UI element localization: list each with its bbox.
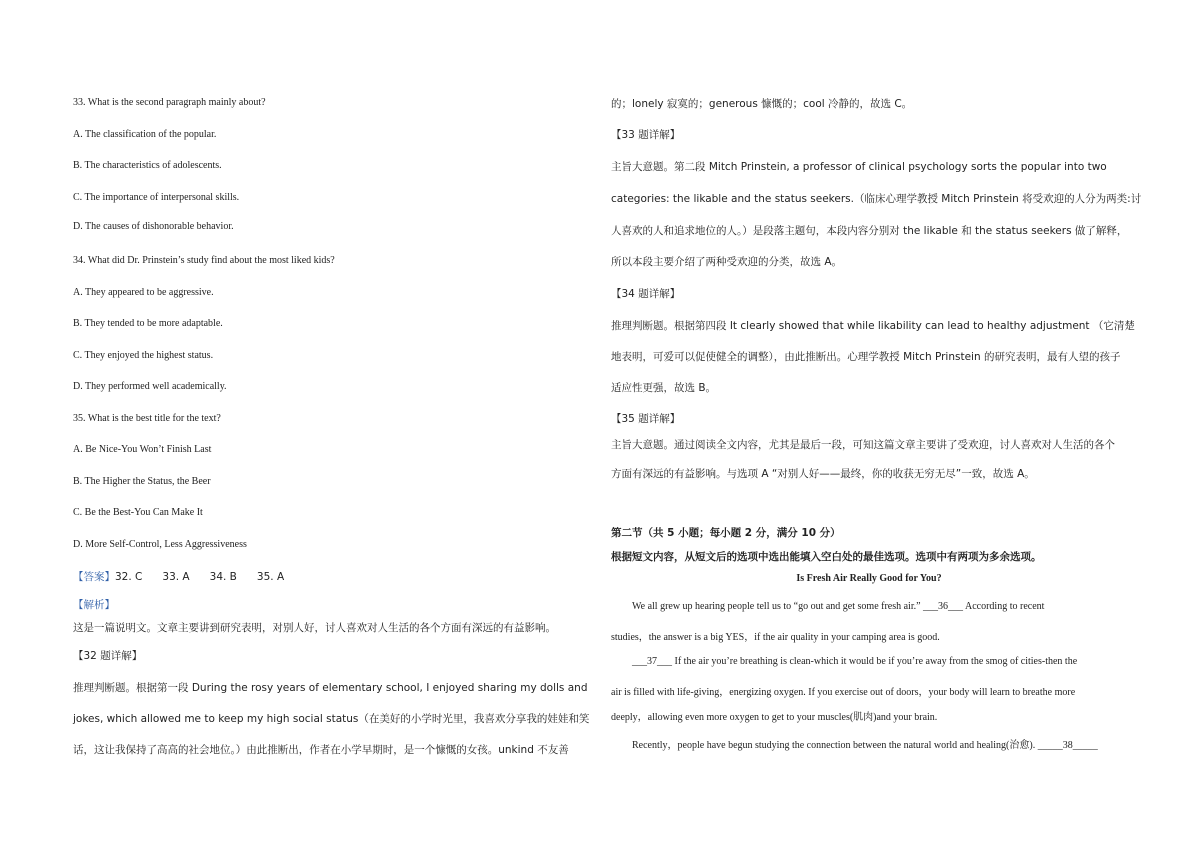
answer-line [73, 569, 284, 584]
q33-option-a: A. The classification of the popular. [73, 129, 217, 140]
q33-label: 【33 题详解】 [611, 129, 681, 141]
q33-line-3: 人喜欢的人和追求地位的人。）是段落主题句，本段内容分别对 the likable 和 the status seekers 做了解释， [611, 225, 1128, 237]
passage-line-5: deeply，allowing even more oxygen to get to your muscles(肌肉)and your brain. [611, 712, 938, 723]
analysis-text: 这是一篇说明文。文章主要讲到研究表明，对别人好，讨人喜欢对人生活的各个方面有深远的有益影响。 [73, 622, 556, 634]
q34-line-1: 推理判断题。根据第四段 It clearly showed that while likability can lead to healthy adjustment （它清楚 [611, 320, 1135, 332]
q35-line-2: 方面有深远的有益影响。与选项 A “对别人好——最终，你的收获无穷无尽”一致，故选 A。 [611, 468, 1035, 480]
answer-values: 32. C 33. A 34. B 35. A [115, 571, 285, 583]
q34-stem: 34. What did Dr. Prinstein’s study find about the most liked kids? [73, 255, 335, 266]
q33-line-2: categories: the likable and the status seekers.（临床心理学教授 Mitch Prinstein 将受欢迎的人分为两类:讨 [611, 193, 1142, 205]
q35-option-a: A. Be Nice-You Won’t Finish Last [73, 444, 212, 455]
q33-line-4: 所以本段主要介绍了两种受欢迎的分类，故选 A。 [611, 256, 843, 268]
passage-title: Is Fresh Air Really Good for You? [796, 573, 942, 584]
q32-continuation: 的；lonely 寂寞的；generous 慷慨的；cool 冷静的，故选 C。 [611, 98, 913, 110]
passage-line-3: ___37___ If the air you’re breathing is clean-which it would be if you’re away from the smog of cities-then the [632, 656, 1078, 667]
analysis-label: 【解析】 [73, 599, 115, 611]
q35-line-1: 主旨大意题。通过阅读全文内容，尤其是最后一段，可知这篇文章主要讲了受欢迎，讨人喜欢对人生活的各个 [611, 439, 1115, 451]
passage-line-6: Recently，people have begun studying the connection between the natural world and healing(治愈). _____38_____ [632, 740, 1098, 751]
q34-line-3: 适应性更强，故选 B。 [611, 382, 717, 394]
passage-line-2: studies，the answer is a big YES，if the air quality in your camping area is good. [611, 632, 940, 643]
passage-line-4: air is filled with life-giving，energizing oxygen. If you exercise out of doors，your body will learn to breathe more [611, 687, 1076, 698]
q33-option-d: D. The causes of dishonorable behavior. [73, 221, 234, 232]
q35-option-c: C. Be the Best-You Can Make It [73, 507, 203, 518]
answer-label: 【答案】 [73, 571, 115, 583]
q33-option-b: B. The characteristics of adolescents. [73, 160, 222, 171]
q34-option-d: D. They performed well academically. [73, 381, 227, 392]
q33-stem: 33. What is the second paragraph mainly about? [73, 97, 266, 108]
q34-line-2: 地表明，可爱可以促使健全的调整），由此推断出。心理学教授 Mitch Prinstein 的研究表明，最有人望的孩子 [611, 351, 1121, 363]
q33-line-1: 主旨大意题。第二段 Mitch Prinstein, a professor of clinical psychology sorts the popular into two [611, 161, 1107, 173]
section2-instruction: 根据短文内容，从短文后的选项中选出能填入空白处的最佳选项。选项中有两项为多余选项。 [611, 551, 1042, 563]
q35-option-d: D. More Self-Control, Less Aggressiveness [73, 539, 247, 550]
q34-option-a: A. They appeared to be aggressive. [73, 287, 214, 298]
q34-label: 【34 题详解】 [611, 288, 681, 300]
q35-label: 【35 题详解】 [611, 413, 681, 425]
q32-line-1: 推理判断题。根据第一段 During the rosy years of elementary school, I enjoyed sharing my dolls and [73, 682, 588, 694]
q32-line-3: 话，这让我保持了高高的社会地位。）由此推断出，作者在小学早期时，是一个慷慨的女孩。unkind 不友善 [73, 744, 569, 756]
q32-label: 【32 题详解】 [73, 650, 143, 662]
q34-option-b: B. They tended to be more adaptable. [73, 318, 223, 329]
q32-line-2: jokes, which allowed me to keep my high social status（在美好的小学时光里，我喜欢分享我的娃娃和笑 [73, 713, 590, 725]
section2-heading: 第二节（共 5 小题；每小题 2 分，满分 10 分） [611, 527, 841, 539]
passage-line-1: We all grew up hearing people tell us to “go out and get some fresh air.” ___36___ According to recent [632, 601, 1045, 612]
q35-option-b: B. The Higher the Status, the Beer [73, 476, 211, 487]
q33-option-c: C. The importance of interpersonal skills. [73, 192, 240, 203]
q35-stem: 35. What is the best title for the text? [73, 413, 221, 424]
q34-option-c: C. They enjoyed the highest status. [73, 350, 214, 361]
